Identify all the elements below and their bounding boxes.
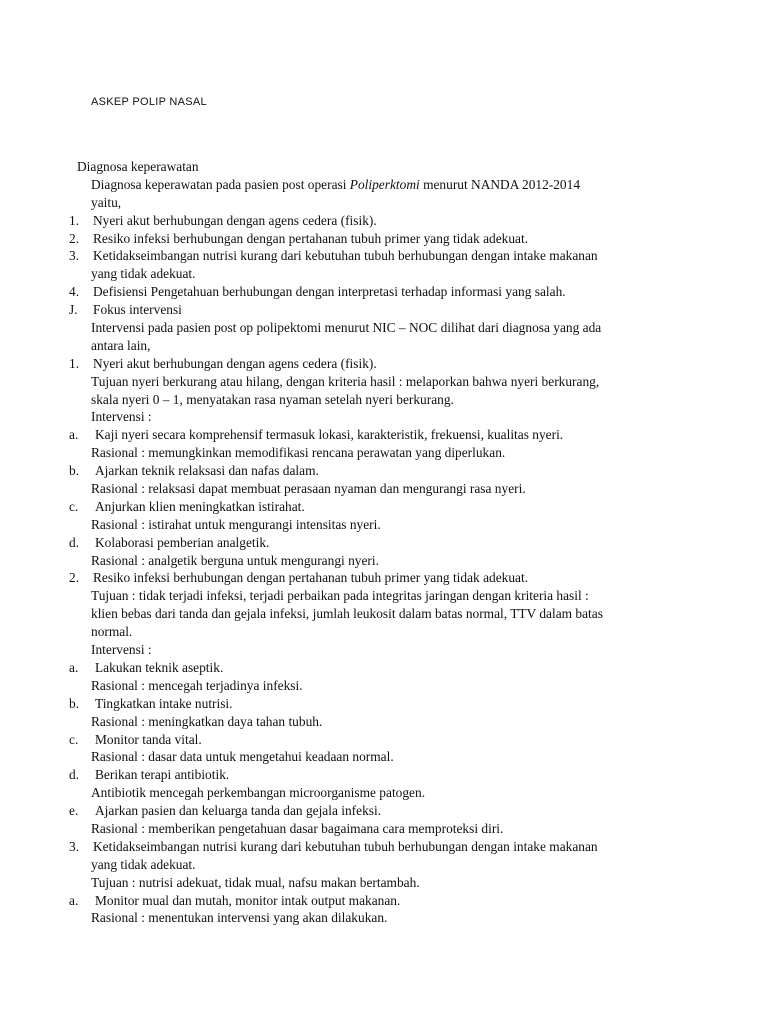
item-text: Kolaborasi pemberian analgetik. (95, 534, 270, 550)
intervention-heading (0, 355, 768, 373)
item-letter: c. (69, 498, 79, 514)
goal-line (0, 587, 768, 605)
intervention-item (0, 802, 768, 820)
item-letter: c. (69, 731, 79, 747)
intervention-heading (0, 569, 768, 587)
intervention-label: Intervensi : (91, 642, 152, 658)
intro-paragraph-line (0, 194, 768, 212)
item-text: Ajarkan teknik relaksasi dan nafas dalam. (95, 463, 319, 479)
diagnosis-number: 1. (69, 212, 80, 228)
section-j-intro-1: Intervensi pada pasien post op polipektomi menurut NIC – NOC dilihat dari diagnosa yang ada (91, 320, 602, 336)
rational-line (0, 748, 768, 766)
intervention-item (0, 534, 768, 552)
goal-text: Tujuan : nutrisi adekuat, tidak mual, nafsu makan bertambah. (91, 874, 420, 890)
diagnosis-item (0, 247, 768, 265)
intervention-number: 1. (69, 355, 80, 371)
diagnosis-number: 4. (69, 284, 80, 300)
document-body (0, 158, 768, 927)
intervention-title: Ketidakseimbangan nutrisi kurang dari kebutuhan tubuh berhubungan dengan intake makanan (93, 838, 598, 854)
rational-text: Rasional : istirahat untuk mengurangi intensitas nyeri. (91, 516, 381, 532)
intervention-label: Intervensi : (91, 409, 152, 425)
rational-line (0, 516, 768, 534)
diagnosis-number: 2. (69, 230, 80, 246)
intro-text-before: Diagnosa keperawatan pada pasien post operasi (91, 176, 350, 192)
intro-text-italic: Poliperktomi (349, 176, 420, 192)
diagnosis-text: Nyeri akut berhubungan dengan agens cedera (fisik). (93, 212, 377, 228)
section-j-intro-line (0, 337, 768, 355)
goal-text: normal. (91, 624, 133, 640)
item-letter: d. (69, 534, 80, 550)
item-text: Lakukan teknik aseptik. (95, 659, 224, 675)
section-heading: Diagnosa keperawatan (77, 159, 199, 174)
goal-text: skala nyeri 0 – 1, menyatakan rasa nyaman setelah nyeri berkurang. (91, 391, 454, 407)
rational-text: Rasional : mencegah terjadinya infeksi. (91, 677, 303, 693)
rational-line (0, 784, 768, 802)
rational-line (0, 480, 768, 498)
diagnosis-item (0, 230, 768, 248)
intervention-item (0, 766, 768, 784)
diagnosis-text: Resiko infeksi berhubungan dengan pertahanan tubuh primer yang tidak adekuat. (93, 230, 529, 246)
diagnosis-item (0, 283, 768, 301)
item-text: Monitor mual dan mutah, monitor intak output makanan. (95, 892, 401, 908)
rational-text: Rasional : analgetik berguna untuk mengurangi nyeri. (91, 552, 379, 568)
item-text: Anjurkan klien meningkatkan istirahat. (95, 498, 305, 514)
rational-text: Antibiotik mencegah perkembangan microorganisme patogen. (91, 785, 426, 801)
intervention-item (0, 426, 768, 444)
goal-text: Tujuan : tidak terjadi infeksi, terjadi perbaikan pada integritas jaringan dengan kriteria hasil : (91, 588, 589, 604)
intro-paragraph-line (0, 176, 768, 194)
goal-line (0, 605, 768, 623)
intervention-item (0, 731, 768, 749)
intervention-item (0, 498, 768, 516)
intervention-title: Nyeri akut berhubungan dengan agens cedera (fisik). (93, 355, 377, 371)
item-text: Monitor tanda vital. (95, 731, 202, 747)
goal-line (0, 623, 768, 641)
intro-text-after: menurut NANDA 2012-2014 (419, 176, 581, 192)
intervention-title-cont: yang tidak adekuat. (91, 856, 196, 872)
intervention-number: 3. (69, 838, 80, 854)
section-j-text: Fokus intervensi (93, 302, 182, 318)
diagnosis-item (0, 212, 768, 230)
rational-text: Rasional : meningkatkan daya tahan tubuh. (91, 713, 323, 729)
intervention-title-continuation (0, 856, 768, 874)
rational-text: Rasional : relaksasi dapat membuat perasaan nyaman dan mengurangi rasa nyeri. (91, 481, 526, 497)
rational-line (0, 820, 768, 838)
goal-line (0, 391, 768, 409)
item-text: Kaji nyeri secara komprehensif termasuk lokasi, karakteristik, frekuensi, kualitas nyeri. (95, 427, 564, 443)
intervention-title: Resiko infeksi berhubungan dengan pertahanan tubuh primer yang tidak adekuat. (93, 570, 529, 586)
item-text: Berikan terapi antibiotik. (95, 767, 230, 783)
goal-text: Tujuan nyeri berkurang atau hilang, dengan kriteria hasil : melaporkan bahwa nyeri berkurang, (91, 373, 600, 389)
intervention-number: 2. (69, 570, 80, 586)
rational-text: Rasional : dasar data untuk mengetahui keadaan normal. (91, 749, 394, 765)
item-text: Tingkatkan intake nutrisi. (95, 695, 233, 711)
rational-line (0, 552, 768, 570)
diagnosis-text-cont: yang tidak adekuat. (91, 266, 196, 282)
section-heading-row (0, 158, 768, 176)
item-letter: b. (69, 463, 80, 479)
intervention-item (0, 892, 768, 910)
item-letter: e. (69, 803, 79, 819)
intervention-label-row (0, 408, 768, 426)
intro-text-line2: yaitu, (91, 194, 122, 210)
intervention-item (0, 695, 768, 713)
rational-text: Rasional : memberikan pengetahuan dasar bagaimana cara memproteksi diri. (91, 820, 504, 836)
rational-line (0, 909, 768, 927)
diagnosis-text: Ketidakseimbangan nutrisi kurang dari kebutuhan tubuh berhubungan dengan intake makanan (93, 248, 598, 264)
section-j-intro-2: antara lain, (91, 337, 151, 353)
intervention-item (0, 659, 768, 677)
rational-text: Rasional : menentukan intervensi yang akan dilakukan. (91, 910, 388, 926)
section-j-intro-line (0, 319, 768, 337)
item-letter: d. (69, 767, 80, 783)
goal-line (0, 373, 768, 391)
rational-text: Rasional : memungkinkan memodifikasi rencana perawatan yang diperlukan. (91, 445, 506, 461)
item-text: Ajarkan pasien dan keluarga tanda dan gejala infeksi. (95, 803, 382, 819)
item-letter: b. (69, 695, 80, 711)
rational-line (0, 677, 768, 695)
item-letter: a. (69, 427, 79, 443)
rational-line (0, 713, 768, 731)
diagnosis-number: 3. (69, 248, 80, 264)
goal-text: klien bebas dari tanda dan gejala infeksi, jumlah leukosit dalam batas normal, TTV dalam batas (91, 606, 603, 622)
rational-line (0, 444, 768, 462)
intervention-label-row (0, 641, 768, 659)
item-letter: a. (69, 892, 79, 908)
section-j-letter: J. (69, 302, 78, 318)
goal-line (0, 874, 768, 892)
item-letter: a. (69, 659, 79, 675)
intro-text (91, 176, 580, 194)
intervention-heading (0, 838, 768, 856)
section-j-heading (0, 301, 768, 319)
diagnosis-continuation (0, 265, 768, 283)
diagnosis-text: Defisiensi Pengetahuan berhubungan dengan interpretasi terhadap informasi yang salah. (93, 284, 566, 300)
intervention-item (0, 462, 768, 480)
document-title: ASKEP POLIP NASAL (91, 96, 207, 108)
